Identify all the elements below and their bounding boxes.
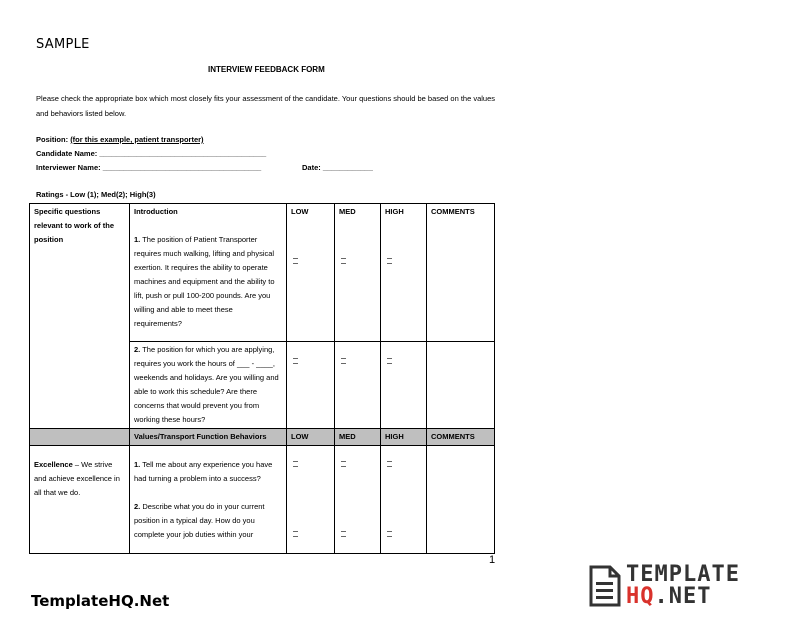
section-header-row bbox=[30, 429, 495, 446]
question-text: The position for which you are applying, requires you work the hours of ___ - ____, weekends and holidays. Are you willing and able to work this schedule? Are there concerns that would prevent you from working these hours? bbox=[134, 345, 279, 424]
logo-line-hqnet bbox=[626, 586, 711, 608]
brand-text: TemplateHQ.Net bbox=[31, 592, 170, 610]
comments-cell[interactable] bbox=[427, 342, 495, 429]
instructions: Please check the appropriate box which most closely fits your assessment of the candidate. Your questions should be based on the values and behaviors listed below. bbox=[36, 94, 496, 118]
sample-label: SAMPLE bbox=[36, 37, 90, 52]
document-icon bbox=[588, 564, 622, 608]
med-header: MED bbox=[339, 207, 356, 216]
question-cell bbox=[130, 446, 287, 554]
high-header: HIGH bbox=[385, 207, 404, 216]
med-cell bbox=[335, 446, 381, 554]
table-row bbox=[30, 446, 495, 554]
low-checkbox[interactable] bbox=[293, 531, 298, 537]
high-checkbox[interactable] bbox=[387, 531, 392, 537]
question-cell bbox=[130, 342, 287, 429]
high-checkbox[interactable] bbox=[387, 358, 392, 364]
low-checkbox[interactable] bbox=[293, 358, 298, 364]
page-number: 1 bbox=[489, 554, 496, 566]
position-label: Position: bbox=[36, 135, 69, 144]
logo-line-template: TEMPLATE bbox=[626, 562, 740, 587]
high-header: HIGH bbox=[381, 429, 427, 446]
med-header: MED bbox=[335, 429, 381, 446]
low-cell bbox=[287, 446, 335, 554]
introduction-header: Introduction bbox=[134, 207, 178, 216]
question-number: 2. bbox=[134, 345, 141, 354]
comments-header: COMMENTS bbox=[427, 429, 495, 446]
position-field bbox=[36, 135, 204, 144]
value-cell bbox=[30, 446, 130, 554]
ratings-legend: Ratings - Low (1); Med(2); High(3) bbox=[36, 190, 156, 199]
question-number: 2. bbox=[134, 502, 141, 511]
low-checkbox[interactable] bbox=[293, 461, 298, 467]
candidate-name-field: Candidate Name: ________________________________________ bbox=[36, 149, 267, 158]
question-number: 1. bbox=[134, 235, 141, 244]
med-checkbox[interactable] bbox=[341, 461, 346, 467]
value-description: – We strive and achieve excellence in all that we do. bbox=[34, 460, 120, 497]
templatehq-logo bbox=[588, 564, 773, 610]
logo-hq: HQ bbox=[626, 584, 655, 609]
values-behaviors-header: Values/Transport Function Behaviors bbox=[130, 429, 287, 446]
value-name: Excellence bbox=[34, 460, 73, 469]
comments-header: COMMENTS bbox=[431, 207, 475, 216]
med-checkbox[interactable] bbox=[341, 358, 346, 364]
specific-questions-header: Specific questions relevant to work of the position bbox=[30, 204, 130, 429]
med-cell bbox=[335, 204, 381, 342]
logo-net: .NET bbox=[654, 584, 712, 609]
low-header: LOW bbox=[291, 207, 309, 216]
comments-cell[interactable] bbox=[427, 204, 495, 342]
question-number: 1. bbox=[134, 460, 141, 469]
form-title: INTERVIEW FEEDBACK FORM bbox=[208, 65, 325, 74]
med-checkbox[interactable] bbox=[341, 258, 346, 264]
section-header-blank bbox=[30, 429, 130, 446]
low-header: LOW bbox=[287, 429, 335, 446]
low-checkbox[interactable] bbox=[293, 258, 298, 264]
question-text: Describe what you do in your current position in a typical day. How do you complete your job duties within your bbox=[134, 502, 265, 539]
position-value: (for this example, patient transporter) bbox=[70, 135, 204, 144]
interviewer-name-field: Interviewer Name: ______________________________________ bbox=[36, 163, 262, 172]
med-cell bbox=[335, 342, 381, 429]
question-text: Tell me about any experience you have had turning a problem into a success? bbox=[134, 460, 273, 483]
date-field: Date: ____________ bbox=[302, 163, 373, 172]
feedback-table bbox=[29, 203, 495, 554]
high-cell bbox=[381, 342, 427, 429]
question-cell bbox=[130, 204, 287, 342]
high-cell bbox=[381, 204, 427, 342]
high-checkbox[interactable] bbox=[387, 461, 392, 467]
high-cell bbox=[381, 446, 427, 554]
low-cell bbox=[287, 204, 335, 342]
table-row bbox=[30, 204, 495, 342]
comments-cell[interactable] bbox=[427, 446, 495, 554]
low-cell bbox=[287, 342, 335, 429]
question-text: The position of Patient Transporter requires much walking, lifting and physical exertion. It requires the ability to operate machines and equipment and the ability to lift, push or pull 100-200 pounds. Are you willing and able to meet these requirements? bbox=[134, 235, 275, 328]
med-checkbox[interactable] bbox=[341, 531, 346, 537]
high-checkbox[interactable] bbox=[387, 258, 392, 264]
